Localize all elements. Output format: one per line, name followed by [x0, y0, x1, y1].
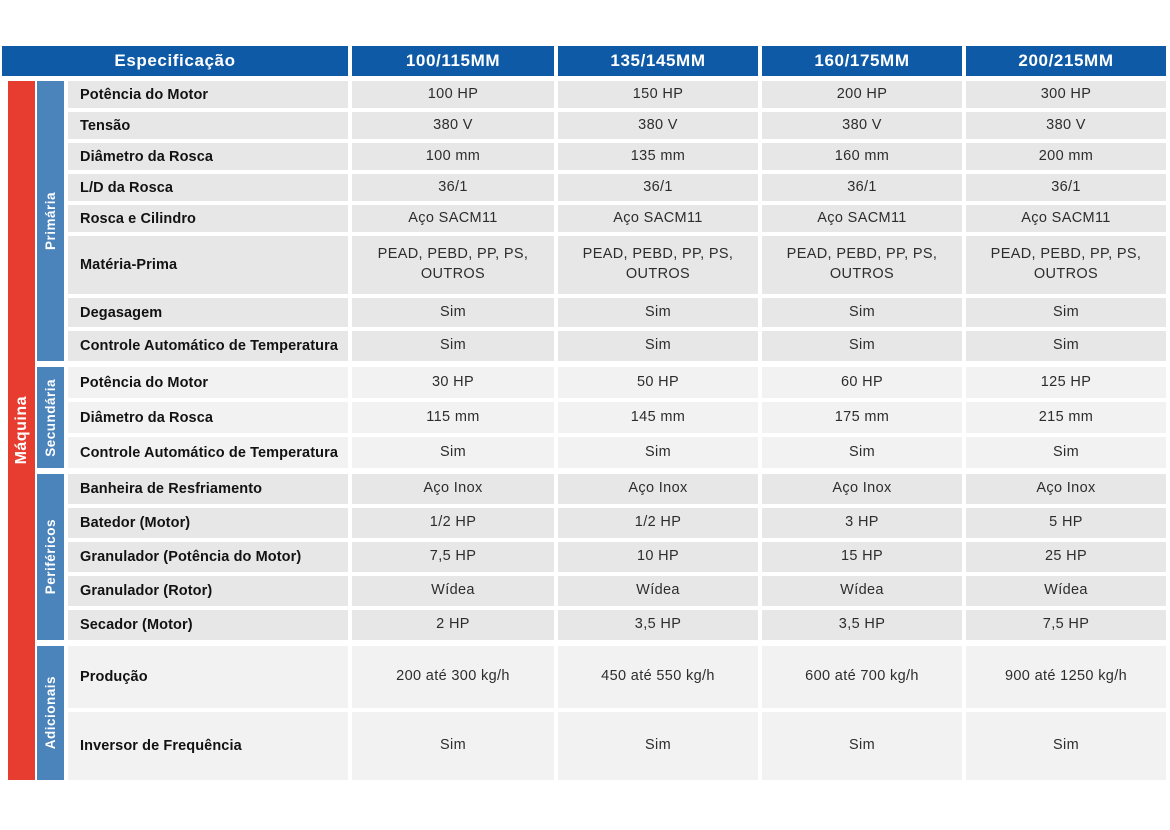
table-row [68, 712, 1166, 780]
table-row [68, 205, 1166, 232]
value-cell: Sim [966, 712, 1166, 780]
section-label: Primária [43, 191, 58, 251]
value-cell: 100 HP [352, 81, 554, 108]
value-cell: Sim [966, 437, 1166, 468]
value-cell: Sim [558, 712, 758, 780]
value-cell: 200 HP [762, 81, 962, 108]
value-cell: Aço Inox [966, 474, 1166, 504]
value-cell: 60 HP [762, 367, 962, 398]
table-row [68, 112, 1166, 139]
value-cell: PEAD, PEBD, PP, PS, OUTROS [762, 236, 962, 294]
row-label: Potência do Motor [68, 81, 348, 108]
value-cell: 200 até 300 kg/h [352, 646, 554, 708]
value-cell: Aço Inox [762, 474, 962, 504]
value-cell: Sim [762, 437, 962, 468]
row-label: Degasagem [68, 298, 348, 327]
value-cell: PEAD, PEBD, PP, PS, OUTROS [558, 236, 758, 294]
value-cell: 36/1 [558, 174, 758, 201]
value-cell: 145 mm [558, 402, 758, 433]
section-bar [37, 367, 64, 468]
row-label: Controle Automático de Temperatura [68, 437, 348, 468]
table-body [2, 81, 1166, 780]
value-cell: PEAD, PEBD, PP, PS, OUTROS [352, 236, 554, 294]
value-cell: 36/1 [762, 174, 962, 201]
value-cell: Wídea [352, 576, 554, 606]
value-cell: 1/2 HP [352, 508, 554, 538]
table-row [68, 331, 1166, 361]
row-label: Granulador (Potência do Motor) [68, 542, 348, 572]
value-cell: Aço SACM11 [966, 205, 1166, 232]
value-cell: 5 HP [966, 508, 1166, 538]
section-label: Adicionais [43, 676, 58, 750]
value-cell: Aço SACM11 [762, 205, 962, 232]
value-cell: Sim [352, 298, 554, 327]
row-label: Batedor (Motor) [68, 508, 348, 538]
value-cell: 300 HP [966, 81, 1166, 108]
table-header-row [2, 46, 1166, 76]
value-cell: 160 mm [762, 143, 962, 170]
value-cell: 135 mm [558, 143, 758, 170]
value-cell: 380 V [966, 112, 1166, 139]
machine-group-bar [8, 81, 35, 780]
section-rows [68, 367, 1166, 468]
header-spec: Especificação [2, 46, 348, 76]
value-cell: Sim [762, 712, 962, 780]
row-label: Produção [68, 646, 348, 708]
section-bar [37, 81, 64, 361]
row-label: Tensão [68, 112, 348, 139]
value-cell: 380 V [558, 112, 758, 139]
value-cell: Sim [352, 712, 554, 780]
value-cell: 600 até 700 kg/h [762, 646, 962, 708]
spec-table [2, 46, 1166, 780]
row-label: Secador (Motor) [68, 610, 348, 640]
value-cell: 3 HP [762, 508, 962, 538]
section-rows [68, 474, 1166, 640]
table-row [68, 402, 1166, 433]
value-cell: 1/2 HP [558, 508, 758, 538]
row-label: Diâmetro da Rosca [68, 402, 348, 433]
table-row [68, 576, 1166, 606]
value-cell: Sim [558, 437, 758, 468]
section-rows [68, 646, 1166, 780]
table-row [68, 474, 1166, 504]
section-label: Periféricos [43, 519, 58, 595]
value-cell: Wídea [762, 576, 962, 606]
value-cell: 2 HP [352, 610, 554, 640]
value-cell: 215 mm [966, 402, 1166, 433]
value-cell: 3,5 HP [762, 610, 962, 640]
row-label: Rosca e Cilindro [68, 205, 348, 232]
value-cell: Wídea [966, 576, 1166, 606]
value-cell: Sim [558, 331, 758, 361]
value-cell: Sim [352, 437, 554, 468]
table-row [68, 236, 1166, 294]
value-cell: 15 HP [762, 542, 962, 572]
value-cell: 50 HP [558, 367, 758, 398]
row-label: Potência do Motor [68, 367, 348, 398]
value-cell: 900 até 1250 kg/h [966, 646, 1166, 708]
row-label: Controle Automático de Temperatura [68, 331, 348, 361]
value-cell: 7,5 HP [352, 542, 554, 572]
table-row [68, 143, 1166, 170]
value-cell: 100 mm [352, 143, 554, 170]
table-row [68, 542, 1166, 572]
table-row [68, 174, 1166, 201]
value-cell: Aço SACM11 [558, 205, 758, 232]
table-row [68, 367, 1166, 398]
section-bar [37, 474, 64, 640]
value-cell: Aço SACM11 [352, 205, 554, 232]
value-cell: Sim [966, 298, 1166, 327]
table-row [68, 437, 1166, 468]
value-cell: 380 V [762, 112, 962, 139]
row-label: Banheira de Resfriamento [68, 474, 348, 504]
value-cell: Aço Inox [558, 474, 758, 504]
section-bar [37, 646, 64, 780]
value-cell: 30 HP [352, 367, 554, 398]
row-label: Inversor de Frequência [68, 712, 348, 780]
section-label: Secundária [43, 378, 58, 457]
row-label: Diâmetro da Rosca [68, 143, 348, 170]
value-cell: 125 HP [966, 367, 1166, 398]
value-cell: 10 HP [558, 542, 758, 572]
value-cell: 7,5 HP [966, 610, 1166, 640]
value-cell: 36/1 [352, 174, 554, 201]
section-2 [37, 474, 1166, 640]
header-col-100-115mm: 100/115MM [352, 46, 554, 76]
value-cell: Wídea [558, 576, 758, 606]
value-cell: 450 até 550 kg/h [558, 646, 758, 708]
table-row [68, 81, 1166, 108]
row-label: L/D da Rosca [68, 174, 348, 201]
section-0 [37, 81, 1166, 361]
value-cell: 3,5 HP [558, 610, 758, 640]
value-cell: 115 mm [352, 402, 554, 433]
table-row [68, 508, 1166, 538]
value-cell: Sim [558, 298, 758, 327]
value-cell: PEAD, PEBD, PP, PS, OUTROS [966, 236, 1166, 294]
value-cell: 36/1 [966, 174, 1166, 201]
value-cell: Sim [762, 331, 962, 361]
header-col-200-215mm: 200/215MM [966, 46, 1166, 76]
section-1 [37, 367, 1166, 468]
section-3 [37, 646, 1166, 780]
table-row [68, 610, 1166, 640]
value-cell: Sim [966, 331, 1166, 361]
header-col-160-175mm: 160/175MM [762, 46, 962, 76]
value-cell: 200 mm [966, 143, 1166, 170]
value-cell: Sim [352, 331, 554, 361]
row-label: Matéria-Prima [68, 236, 348, 294]
value-cell: 25 HP [966, 542, 1166, 572]
row-label: Granulador (Rotor) [68, 576, 348, 606]
table-row [68, 298, 1166, 327]
machine-group-label: Máquina [12, 396, 30, 465]
value-cell: Aço Inox [352, 474, 554, 504]
value-cell: 380 V [352, 112, 554, 139]
section-rows [68, 81, 1166, 361]
header-col-135-145mm: 135/145MM [558, 46, 758, 76]
value-cell: 175 mm [762, 402, 962, 433]
table-row [68, 646, 1166, 708]
sections-container [37, 81, 1166, 780]
value-cell: Sim [762, 298, 962, 327]
value-cell: 150 HP [558, 81, 758, 108]
